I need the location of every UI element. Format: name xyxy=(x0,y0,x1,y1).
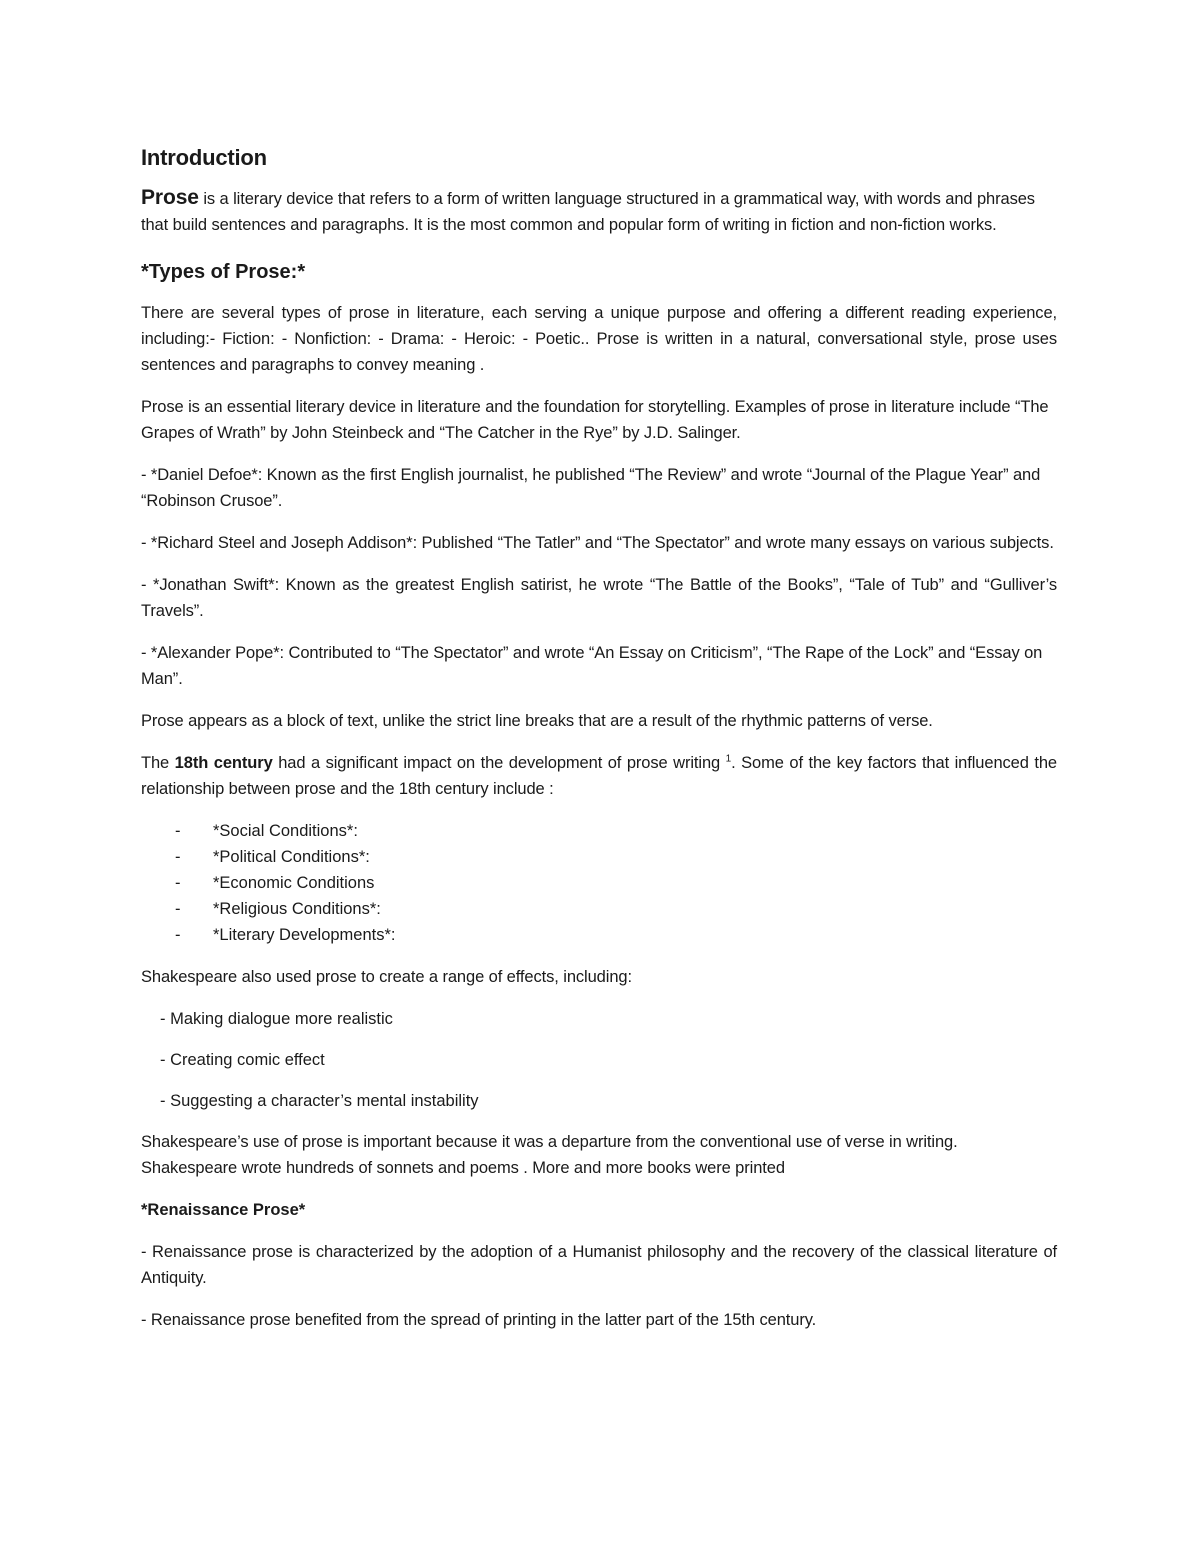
effects-list xyxy=(141,1006,1057,1114)
renaissance-paragraph-1: - Renaissance prose is characterized by the adoption of a Humanist philosophy and the recovery of the classical literature of Antiquity. xyxy=(141,1243,1057,1287)
pope-paragraph: - *Alexander Pope*: Contributed to “The Spectator” and wrote “An Essay on Criticism”, “The Rape of the Lock” and “Essay on Man”. xyxy=(141,644,1043,688)
effect-item: - Making dialogue more realistic xyxy=(160,1010,393,1028)
intro-text: is a literary device that refers to a form of written language structured in a grammatical way, with words and phrases that build sentences and paragraphs. It is the most common and popular form of writing in fiction and non-fiction works. xyxy=(141,190,1035,234)
renaissance-heading: *Renaissance Prose* xyxy=(141,1201,306,1219)
century-paragraph xyxy=(141,750,1057,802)
century-mid: had a significant impact on the development of prose writing xyxy=(272,754,726,772)
block-text-paragraph: Prose appears as a block of text, unlike the strict line breaks that are a result of the rhythmic patterns of verse. xyxy=(141,712,933,730)
list-dash: - xyxy=(175,874,181,892)
renaissance-paragraph-2: - Renaissance prose benefited from the spread of printing in the latter part of the 15th century. xyxy=(141,1311,817,1329)
defoe-paragraph: - *Daniel Defoe*: Known as the first English journalist, he published “The Review” and wrote “Journal of the Plague Year” and “Robinson Crusoe”. xyxy=(141,466,1041,510)
list-item-text: *Economic Conditions xyxy=(213,874,375,892)
footnote-marker[interactable]: 1 xyxy=(725,753,732,765)
list-item-text: *Religious Conditions*: xyxy=(213,900,381,918)
intro-paragraph xyxy=(141,185,1057,238)
steel-addison-paragraph: - *Richard Steel and Joseph Addison*: Published “The Tatler” and “The Spectator” and wrote many essays on various subjects. xyxy=(141,534,1054,552)
century-pre: The xyxy=(141,754,175,772)
shakespeare-intro-paragraph: Shakespeare also used prose to create a range of effects, including: xyxy=(141,968,632,986)
list-item xyxy=(141,870,1057,896)
list-item xyxy=(141,922,1057,948)
list-item-text: *Political Conditions*: xyxy=(213,848,370,866)
effect-item: - Creating comic effect xyxy=(160,1051,325,1069)
list-item xyxy=(141,844,1057,870)
effect-item: - Suggesting a character’s mental instability xyxy=(160,1092,479,1110)
century-bold: 18th century xyxy=(174,754,273,772)
swift-paragraph: - *Jonathan Swift*: Known as the greatest English satirist, he wrote “The Battle of the Books”, “Tale of Tub” and “Gulliver’s Travels”. xyxy=(141,576,1057,620)
types-heading: *Types of Prose:* xyxy=(141,261,306,283)
list-item xyxy=(141,896,1057,922)
page-title: Introduction xyxy=(141,145,267,170)
list-item-text: *Literary Developments*: xyxy=(213,926,396,944)
list-dash: - xyxy=(175,926,181,944)
century-post: . Some of the key factors that influenced the relationship between prose and the 18th century include : xyxy=(141,754,1058,798)
list-item xyxy=(141,818,1057,844)
list-dash: - xyxy=(175,848,181,866)
list-dash: - xyxy=(175,822,181,840)
intro-lead-word: Prose xyxy=(141,186,199,209)
types-paragraph: There are several types of prose in literature, each serving a unique purpose and offering a different reading experience, including:- Fiction: - Nonfiction: - Drama: - Heroic: - Poetic.. Prose is written in a natural, conversational style, prose uses sentences and paragraphs to convey meaning . xyxy=(141,304,1057,374)
document-body xyxy=(141,140,1057,1349)
essential-paragraph: Prose is an essential literary device in literature and the foundation for storytelling. Examples of prose in literature include “The Grapes of Wrath” by John Steinbeck and “The Catcher in the Rye” by J.D. Salinger. xyxy=(141,398,1049,442)
list-item-text: *Social Conditions*: xyxy=(213,822,358,840)
list-dash: - xyxy=(175,900,181,918)
conditions-list xyxy=(141,818,1057,948)
shakespeare-use-paragraph: Shakespeare’s use of prose is important because it was a departure from the conventional use of verse in writing. Shakespeare wrote hundreds of sonnets and poems . More and more books were printed xyxy=(141,1133,958,1177)
